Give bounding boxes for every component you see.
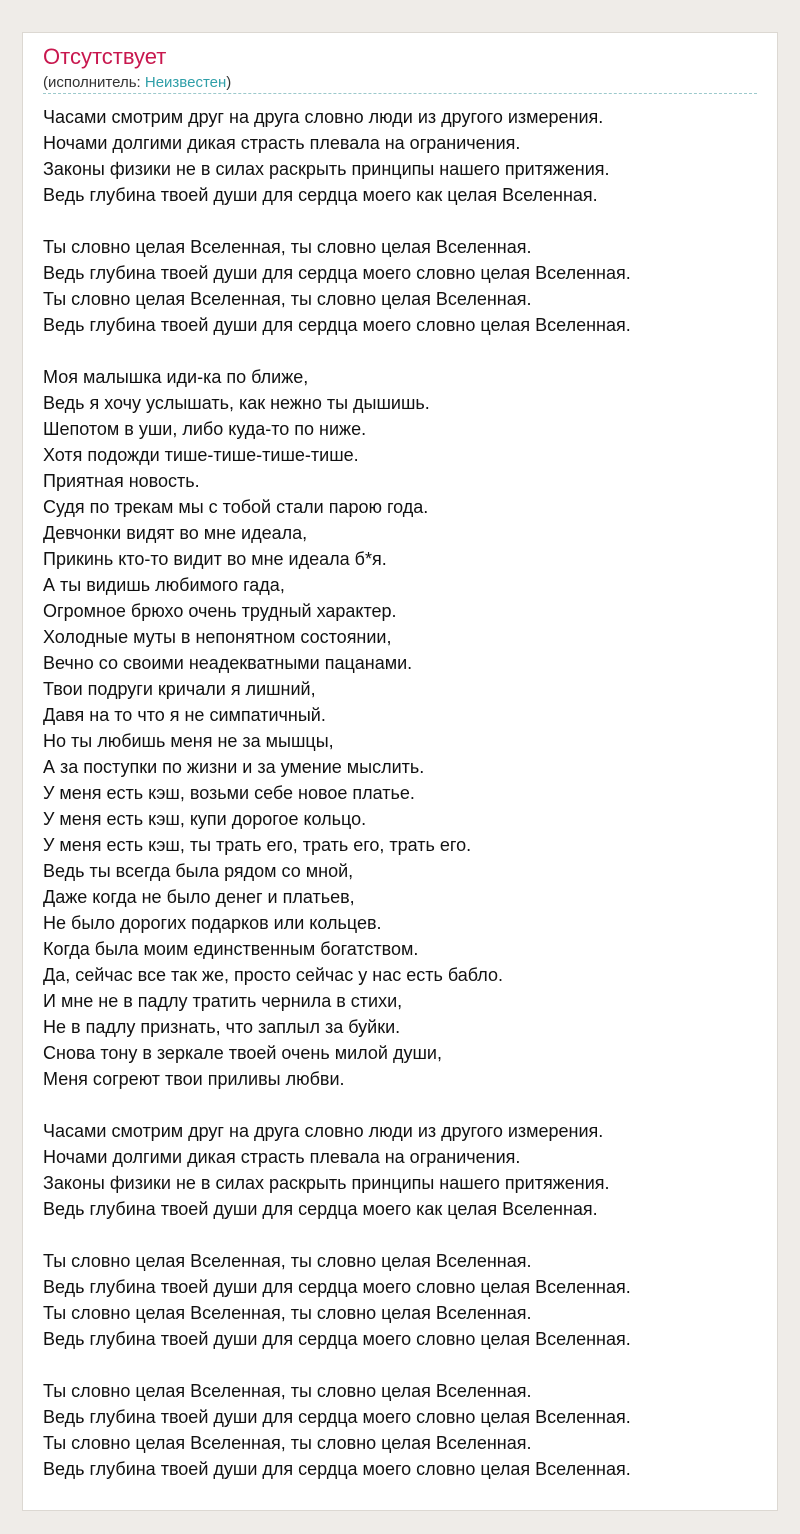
lyrics-stanza — [43, 364, 759, 1092]
lyric-line: Часами смотрим друг на друга словно люди из другого измерения. — [43, 107, 604, 127]
lyric-line: Ты словно целая Вселенная, ты словно целая Вселенная. — [43, 289, 532, 309]
lyric-line: Ты словно целая Вселенная, ты словно целая Вселенная. — [43, 1251, 532, 1271]
lyric-line: Ты словно целая Вселенная, ты словно целая Вселенная. — [43, 1303, 532, 1323]
lyric-line: А ты видишь любимого гада, — [43, 575, 285, 595]
artist-prefix: (исполнитель: — [43, 74, 145, 91]
lyric-line: Девчонки видят во мне идеала, — [43, 523, 308, 543]
lyric-line: Снова тону в зеркале твоей очень милой души, — [43, 1043, 442, 1063]
song-title: Отсутствует — [43, 44, 167, 69]
lyric-line: Вечно со своими неадекватными пацанами. — [43, 653, 413, 673]
lyric-line: У меня есть кэш, возьми себе новое платье. — [43, 783, 415, 803]
lyric-line: Моя малышка иди-ка по ближе, — [43, 367, 309, 387]
lyric-line: Огромное брюхо очень трудный характер. — [43, 601, 397, 621]
lyrics-card — [22, 32, 778, 1511]
lyric-line: Ведь глубина твоей души для сердца моего как целая Вселенная. — [43, 1199, 598, 1219]
lyric-line: Ты словно целая Вселенная, ты словно целая Вселенная. — [43, 1433, 532, 1453]
lyric-line: Не в падлу признать, что заплыл за буйки. — [43, 1017, 401, 1037]
lyric-line: Ведь глубина твоей души для сердца моего словно целая Вселенная. — [43, 1407, 631, 1427]
lyric-line: Ведь ты всегда была рядом со мной, — [43, 861, 354, 881]
lyrics-stanza — [43, 1248, 759, 1352]
lyric-line: Ведь глубина твоей души для сердца моего словно целая Вселенная. — [43, 1329, 631, 1349]
lyric-line: Даже когда не было денег и платьев, — [43, 887, 355, 907]
lyrics-stanza — [43, 104, 759, 208]
lyric-line: Когда была моим единственным богатством. — [43, 939, 419, 959]
lyric-line: Ведь глубина твоей души для сердца моего как целая Вселенная. — [43, 185, 598, 205]
lyrics-stanza — [43, 1118, 759, 1222]
lyric-line: Давя на то что я не симпатичный. — [43, 705, 326, 725]
lyric-line: Законы физики не в силах раскрыть принципы нашего притяжения. — [43, 159, 610, 179]
lyric-line: Ведь глубина твоей души для сердца моего словно целая Вселенная. — [43, 315, 631, 335]
lyric-line: Прикинь кто-то видит во мне идеала б*я. — [43, 549, 387, 569]
lyric-line: Законы физики не в силах раскрыть принципы нашего притяжения. — [43, 1173, 610, 1193]
lyric-line: Ты словно целая Вселенная, ты словно целая Вселенная. — [43, 1381, 532, 1401]
lyric-line: У меня есть кэш, ты трать его, трать его, трать его. — [43, 835, 472, 855]
lyric-line: Приятная новость. — [43, 471, 200, 491]
lyric-line: Твои подруги кричали я лишний, — [43, 679, 316, 699]
lyric-line: Но ты любишь меня не за мышцы, — [43, 731, 334, 751]
lyric-line: Ночами долгими дикая страсть плевала на ограничения. — [43, 133, 521, 153]
lyric-line: Ночами долгими дикая страсть плевала на ограничения. — [43, 1147, 521, 1167]
lyric-line: Меня согреют твои приливы любви. — [43, 1069, 345, 1089]
lyric-line: Часами смотрим друг на друга словно люди из другого измерения. — [43, 1121, 604, 1141]
lyric-line: И мне не в падлу тратить чернила в стихи, — [43, 991, 403, 1011]
lyrics-body — [43, 104, 759, 1508]
lyric-line: А за поступки по жизни и за умение мыслить. — [43, 757, 425, 777]
artist-suffix: ) — [226, 74, 232, 91]
header-divider — [43, 93, 757, 94]
lyric-line: Ведь глубина твоей души для сердца моего словно целая Вселенная. — [43, 263, 631, 283]
lyric-line: Ведь глубина твоей души для сердца моего словно целая Вселенная. — [43, 1459, 631, 1479]
lyric-line: Ты словно целая Вселенная, ты словно целая Вселенная. — [43, 237, 532, 257]
lyric-line: Не было дорогих подарков или кольцев. — [43, 913, 382, 933]
lyric-line: Шепотом в уши, либо куда-то по ниже. — [43, 419, 367, 439]
lyric-line: У меня есть кэш, купи дорогое кольцо. — [43, 809, 367, 829]
lyric-line: Холодные муты в непонятном состоянии, — [43, 627, 392, 647]
lyric-line: Ведь я хочу услышать, как нежно ты дышишь. — [43, 393, 430, 413]
lyric-line: Хотя подожди тише-тише-тише-тише. — [43, 445, 359, 465]
artist-link[interactable]: Неизвестен — [144, 74, 227, 91]
artist-line — [43, 73, 231, 93]
lyric-line: Ведь глубина твоей души для сердца моего словно целая Вселенная. — [43, 1277, 631, 1297]
lyric-line: Да, сейчас все так же, просто сейчас у нас есть бабло. — [43, 965, 504, 985]
lyrics-stanza — [43, 234, 759, 338]
lyric-line: Судя по трекам мы с тобой стали парою года. — [43, 497, 429, 517]
lyrics-stanza — [43, 1378, 759, 1482]
